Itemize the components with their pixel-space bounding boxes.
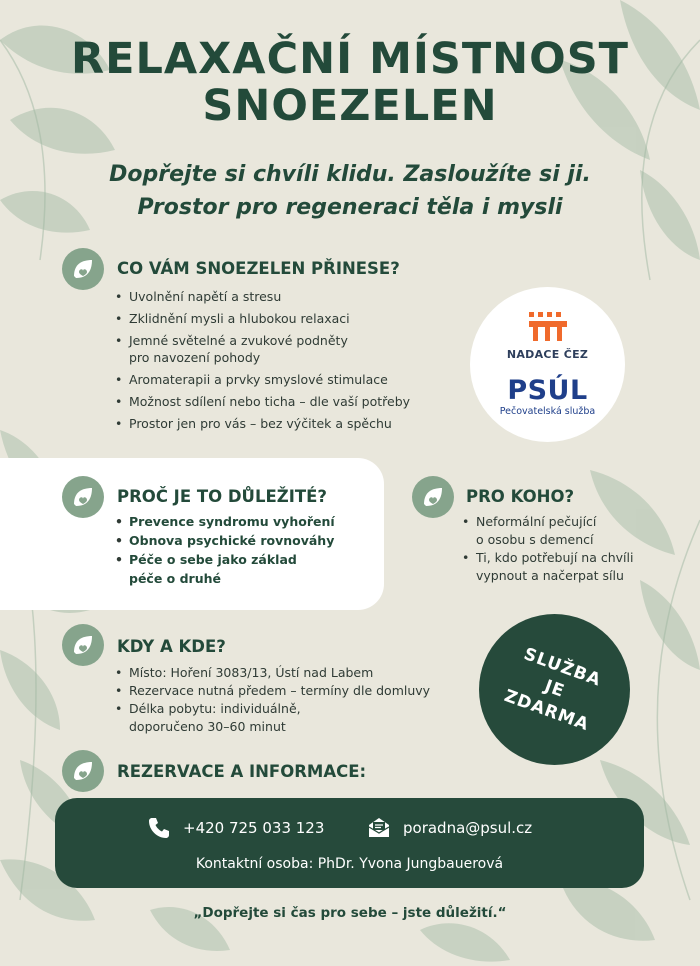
- contact-person: Kontaktní osoba: PhDr. Yvona Jungbauerová: [195, 856, 504, 872]
- audience-heading: PRO KOHO?: [466, 487, 575, 506]
- benefits-list: [115, 288, 465, 437]
- phone-number[interactable]: +420 725 033 123: [183, 819, 325, 837]
- leaf-heart-icon: [62, 750, 104, 792]
- list-item: pro navození pohody: [129, 350, 261, 365]
- when-where-list: [115, 664, 475, 736]
- list-item: vypnout a načerpat sílu: [476, 568, 624, 583]
- nadace-cez-label: NADACE ČEZ: [506, 348, 589, 361]
- list-item: • Možnost sdílení nebo ticha – dle vaší potřeby: [115, 393, 465, 410]
- when-where-heading: KDY A KDE?: [117, 637, 226, 656]
- benefits-heading: CO VÁM SNOEZELEN PŘINESE?: [117, 259, 400, 278]
- list-item: o osobu s demencí: [476, 532, 594, 547]
- importance-heading: PROČ JE TO DŮLEŽITÉ?: [117, 487, 327, 506]
- leaf-heart-icon: [412, 476, 454, 518]
- page-title: [0, 36, 700, 130]
- partner-logos: [470, 287, 625, 442]
- leaf-heart-icon: [62, 624, 104, 666]
- psul-subtitle: Pečovatelská služba: [499, 406, 596, 417]
- subtitle: [0, 158, 700, 224]
- list-item: • Neformální pečující: [462, 513, 682, 530]
- email-contact[interactable]: [367, 816, 532, 840]
- list-item: • Prostor jen pro vás – bez výčitek a spěchu: [115, 415, 465, 432]
- list-item: • Rezervace nutná předem – termíny dle domluvy: [115, 682, 475, 699]
- list-item: péče o druhé: [129, 571, 221, 586]
- reservation-heading: REZERVACE A INFORMACE:: [117, 762, 367, 781]
- importance-list: [115, 512, 375, 588]
- list-item: • Zklidnění mysli a hlubokou relaxaci: [115, 310, 465, 327]
- list-item: • Délka pobytu: individuálně,: [115, 700, 475, 717]
- email-address[interactable]: poradna@psul.cz: [403, 819, 533, 837]
- envelope-icon: [367, 816, 391, 840]
- nadace-cez-logo-icon: [527, 312, 569, 342]
- list-item: • Péče o sebe jako základ: [115, 550, 375, 569]
- phone-icon: [147, 816, 171, 840]
- list-item: doporučeno 30–60 minut: [129, 719, 286, 734]
- psul-logo: PSÚL: [507, 375, 588, 406]
- leaf-heart-icon: [62, 476, 104, 518]
- title-line-1: RELAXAČNÍ MÍSTNOST: [70, 34, 630, 84]
- title-line-2: SNOEZELEN: [202, 81, 498, 131]
- list-item: • Obnova psychické rovnováhy: [115, 531, 375, 550]
- list-item: • Ti, kdo potřebují na chvíli: [462, 549, 682, 566]
- leaf-heart-icon: [62, 248, 104, 290]
- phone-contact[interactable]: [147, 816, 324, 840]
- free-service-text: SLUŽBA JE ZDARMA: [501, 644, 604, 736]
- subtitle-line-2: Prostor pro regeneraci těla i mysli: [137, 195, 563, 220]
- free-service-badge: [479, 614, 630, 765]
- list-item: • Aromaterapii a prvky smyslové stimulace: [115, 371, 465, 388]
- contact-box: [55, 798, 644, 888]
- list-item: • Místo: Hoření 3083/13, Ústí nad Labem: [115, 664, 475, 681]
- list-item: • Jemné světelné a zvukové podněty: [115, 332, 465, 349]
- footer-quote: „Dopřejte si čas pro sebe – jste důležití.“: [193, 905, 507, 921]
- list-item: • Uvolnění napětí a stresu: [115, 288, 465, 305]
- list-item: • Prevence syndromu vyhoření: [115, 512, 375, 531]
- audience-list: [462, 513, 682, 585]
- subtitle-line-1: Dopřejte si chvíli klidu. Zasloužíte si ji.: [109, 162, 591, 187]
